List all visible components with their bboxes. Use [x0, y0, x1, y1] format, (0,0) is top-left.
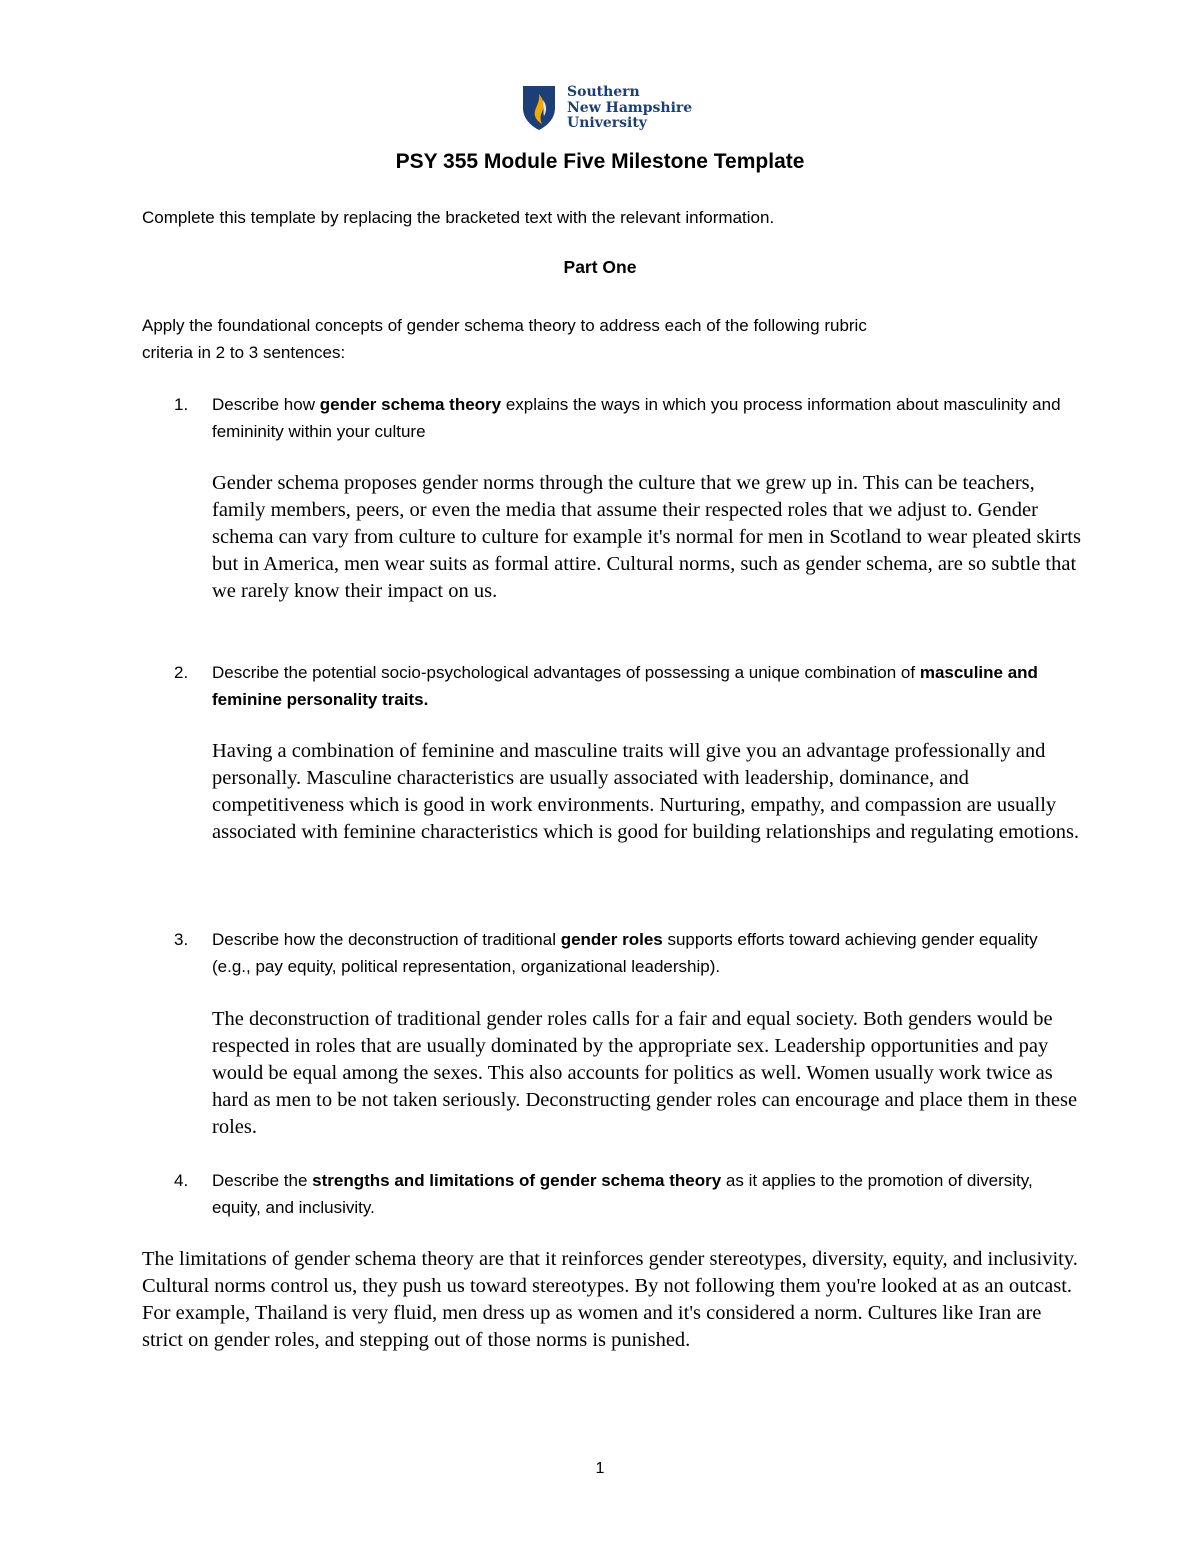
logo-wordmark — [567, 85, 692, 132]
question-number: 1. — [174, 395, 189, 414]
answer-2: Having a combination of feminine and masculine traits will give you an advantage professionally and personally. Masculine characteristics are usually associated with leadership, dominance, and competitiveness which is good in work environments. Nurturing, empathy, and compassion are usually associated with feminine characteristics which is good for building relationships and regulating emotions. — [212, 740, 1080, 843]
question-emphasis: gender schema theory — [319, 395, 502, 414]
logo-line-3: University — [567, 115, 647, 131]
question-emphasis: gender roles — [560, 930, 663, 949]
question-emphasis: strengths and limitations of gender schema theory — [312, 1171, 722, 1190]
document-title: PSY 355 Module Five Milestone Template — [395, 150, 805, 173]
question-text: Describe the — [212, 1171, 313, 1190]
question-3-prompt — [212, 926, 1072, 980]
snhu-shield-icon — [521, 84, 561, 132]
answer-3: The deconstruction of traditional gender roles calls for a fair and equal society. Both genders would be respected in roles that are usually dominated by the appropriate sex. Leadership opportunities and pay would be equal among the sexes. This also accounts for politics as well. Women usually work twice as hard as men to be not taken seriously. Deconstructing gender roles can encourage and place them in these roles. — [212, 1008, 1078, 1138]
question-text: supports efforts toward achieving gender equality (e.g., pay equity, political representation, organizational leadership). — [212, 930, 1038, 976]
part-heading: Part One — [563, 257, 637, 277]
question-1-prompt — [212, 391, 1072, 445]
instructions-text: Complete this template by replacing the bracketed text with the relevant information. — [142, 208, 775, 227]
question-4-prompt — [212, 1167, 1072, 1221]
question-text: Describe how the deconstruction of traditional — [212, 930, 561, 949]
question-text: Describe how — [212, 395, 320, 414]
answer-4: The limitations of gender schema theory are that it reinforces gender stereotypes, diversity, equity, and inclusivity. Cultural norms control us, they push us toward stereotypes. By not following them you're looked at as an outcast. For example, Thailand is very fluid, men dress up as women and it's considered a norm. Cultures like Iran are strict on gender roles, and stepping out of those norms is punished. — [142, 1248, 1078, 1351]
answer-1: Gender schema proposes gender norms through the culture that we grew up in. This can be teachers, family members, peers, or even the media that assume their respected roles that we adjust to. Gender schema can vary from culture to culture for example it's normal for men in Scotland to wear pleated skirts but in America, men wear suits as formal attire. Cultural norms, such as gender schema, are so subtle that we rarely know their impact on us. — [212, 472, 1081, 602]
logo-line-1: Southern — [567, 84, 640, 100]
page-number: 1 — [595, 1460, 605, 1477]
logo-line-2: New Hampshire — [567, 99, 693, 116]
question-2-prompt — [212, 659, 1072, 713]
question-text: explains the ways in which you process information about masculinity and femininity within your culture — [212, 395, 1061, 441]
question-emphasis: masculine and feminine personality traits. — [212, 663, 1038, 709]
question-number: 3. — [174, 930, 189, 949]
question-text: Describe the potential socio-psychological advantages of possessing a unique combination of — [212, 663, 920, 682]
intro-line-2: criteria in 2 to 3 sentences: — [142, 343, 346, 362]
question-number: 4. — [174, 1171, 189, 1190]
question-text: as it applies to the promotion of diversity, equity, and inclusivity. — [212, 1171, 1033, 1217]
intro-text — [142, 312, 1082, 366]
intro-line-1: Apply the foundational concepts of gender schema theory to address each of the following rubric — [142, 316, 867, 335]
question-number: 2. — [174, 663, 189, 682]
